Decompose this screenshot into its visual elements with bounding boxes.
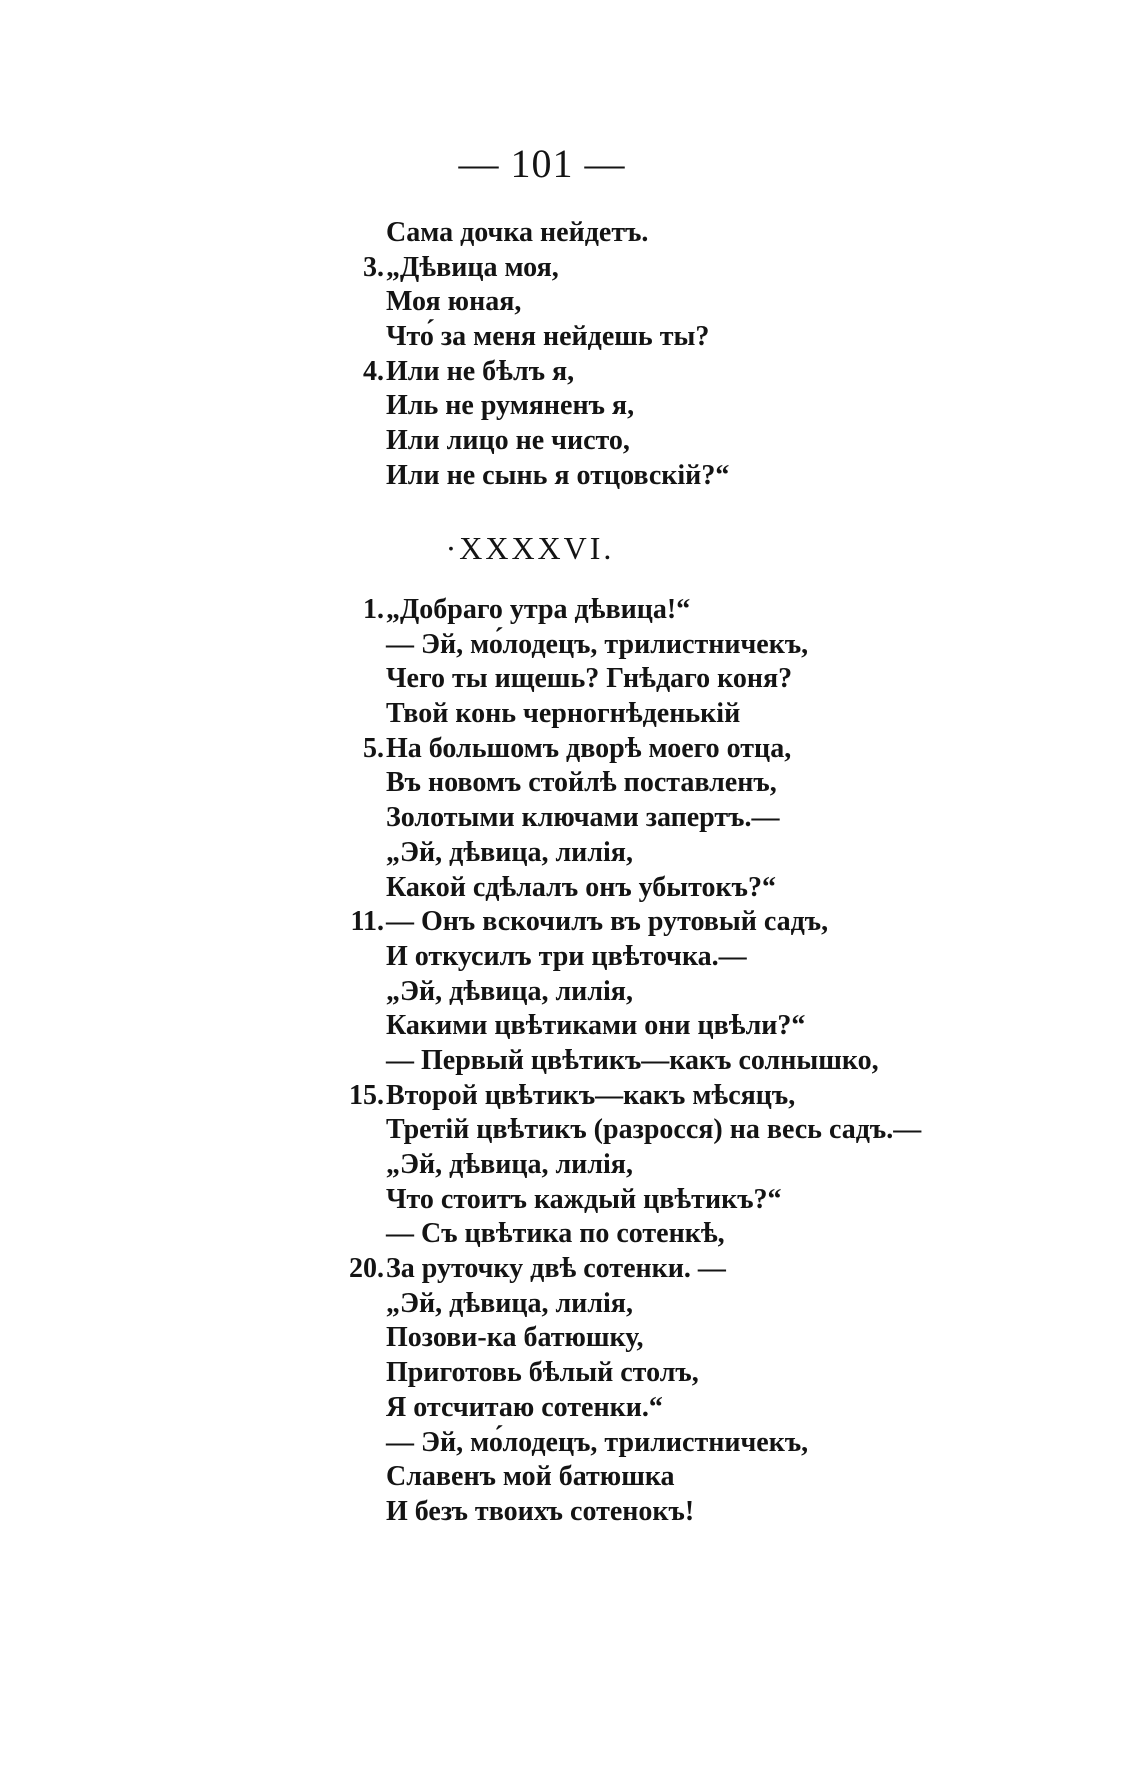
verse-text: — Съ цвѣтика по сотенкѣ,: [386, 1218, 725, 1250]
poem-block: [0, 593, 1140, 1530]
verse-text: Славенъ мой батюшка: [386, 1461, 675, 1493]
verse-text: Въ новомъ стойлѣ поставленъ,: [386, 767, 777, 799]
verse-text: — Эй, мо́лодецъ, трилистничекъ,: [386, 1426, 809, 1458]
verse-number: 11.: [350, 906, 384, 938]
verse-number: 3.: [363, 251, 384, 283]
verse-text: Твой конь черногнѣденькій: [386, 698, 741, 730]
verse-text: И безъ твоихъ сотенокъ!: [386, 1495, 695, 1527]
verse-text: На большомъ дворѣ моего отца,: [386, 732, 792, 764]
verse-line: [0, 1044, 1140, 1079]
verse-text: „Дѣвица моя,: [386, 251, 559, 283]
verse-line: [0, 1252, 1140, 1287]
verse-line: [0, 1113, 1140, 1148]
verse-text: Или не сынь я отцовскій?“: [386, 459, 730, 491]
verse-text: „Добраго утра дѣвица!“: [386, 594, 691, 625]
verse-line: [0, 975, 1140, 1010]
verse-text: Третій цвѣтикъ (разросся) на весь садъ.—: [386, 1114, 922, 1146]
verse-line: [0, 285, 1140, 320]
verse-text: Второй цвѣтикъ—какъ мѣсяцъ,: [386, 1079, 796, 1111]
verse-text: — Первый цвѣтикъ—какъ солнышко,: [386, 1044, 879, 1076]
verse-line: [0, 1321, 1140, 1356]
verse-text: Что́ за меня нейдешь ты?: [386, 321, 710, 353]
section-title: ·XXXXVI.: [445, 530, 615, 566]
verse-line: [0, 1495, 1140, 1530]
verse-line: [0, 1287, 1140, 1322]
verse-text: За руточку двѣ сотенки. —: [386, 1253, 726, 1285]
verse-line: [0, 1460, 1140, 1495]
verse-text: Чего ты ищешь? Гнѣдаго коня?: [386, 663, 793, 695]
verse-line: [0, 1009, 1140, 1044]
verse-line: [0, 1079, 1140, 1114]
verse-text: Или не бѣлъ я,: [386, 355, 575, 387]
verse-text: Золотыми ключами запертъ.—: [386, 802, 780, 834]
verse-number: 15.: [349, 1079, 384, 1111]
verse-text: Что стоитъ каждый цвѣтикъ?“: [386, 1183, 782, 1215]
verse-line: [0, 251, 1140, 286]
verse-line: [0, 732, 1140, 767]
verse-text: „Эй, дѣвица, лилія,: [386, 975, 633, 1007]
verse-line: [0, 628, 1140, 663]
verse-text: „Эй, дѣвица, лилія,: [386, 1287, 633, 1319]
verse-line: [0, 593, 1140, 628]
verse-text: „Эй, дѣвица, лилія,: [386, 836, 633, 868]
verse-text: Моя юная,: [386, 286, 522, 318]
verse-number: 5.: [363, 732, 384, 764]
verse-line: [0, 766, 1140, 801]
verse-line: [0, 389, 1140, 424]
verse-number: 4.: [363, 355, 384, 387]
verse-line: [0, 1217, 1140, 1252]
verse-text: Какой сдѣлалъ онъ убытокъ?“: [386, 871, 777, 903]
verse-text: Какими цвѣтиками они цвѣли?“: [386, 1010, 806, 1042]
verse-line: [0, 836, 1140, 871]
verse-line: [0, 662, 1140, 697]
verse-number: 20.: [349, 1253, 384, 1285]
verse-line: [0, 459, 1140, 494]
verse-line: [0, 871, 1140, 906]
verse-line: [0, 905, 1140, 940]
verse-text: — Эй, мо́лодецъ, трилистничекъ,: [386, 628, 809, 660]
verse-line: [0, 697, 1140, 732]
verse-text: Сама дочка нейдетъ.: [386, 217, 649, 248]
verse-text: И откусилъ три цвѣточка.—: [386, 940, 747, 972]
verse-line: [0, 424, 1140, 459]
verse-line: [0, 940, 1140, 975]
page-number: — 101 —: [458, 141, 626, 186]
verse-line: [0, 216, 1140, 251]
verse-line: [0, 320, 1140, 355]
verse-line: [0, 355, 1140, 390]
continuation-block: [0, 216, 1140, 494]
verse-line: [0, 1426, 1140, 1461]
verse-text: Я отсчитаю сотенки.“: [386, 1391, 663, 1423]
verse-text: Позови-ка батюшку,: [386, 1322, 644, 1354]
verse-text: — Онъ вскочилъ въ рутовый садъ,: [386, 906, 829, 938]
verse-line: [0, 801, 1140, 836]
verse-number: 1.: [363, 594, 384, 625]
verse-line: [0, 1183, 1140, 1218]
verse-line: [0, 1391, 1140, 1426]
verse-text: Или лицо не чисто,: [386, 425, 630, 457]
verse-line: [0, 1148, 1140, 1183]
verse-text: Приготовь бѣлый столъ,: [386, 1357, 699, 1389]
verse-line: [0, 1356, 1140, 1391]
verse-text: Иль не румяненъ я,: [386, 390, 635, 422]
verse-text: „Эй, дѣвица, лилія,: [386, 1149, 633, 1180]
